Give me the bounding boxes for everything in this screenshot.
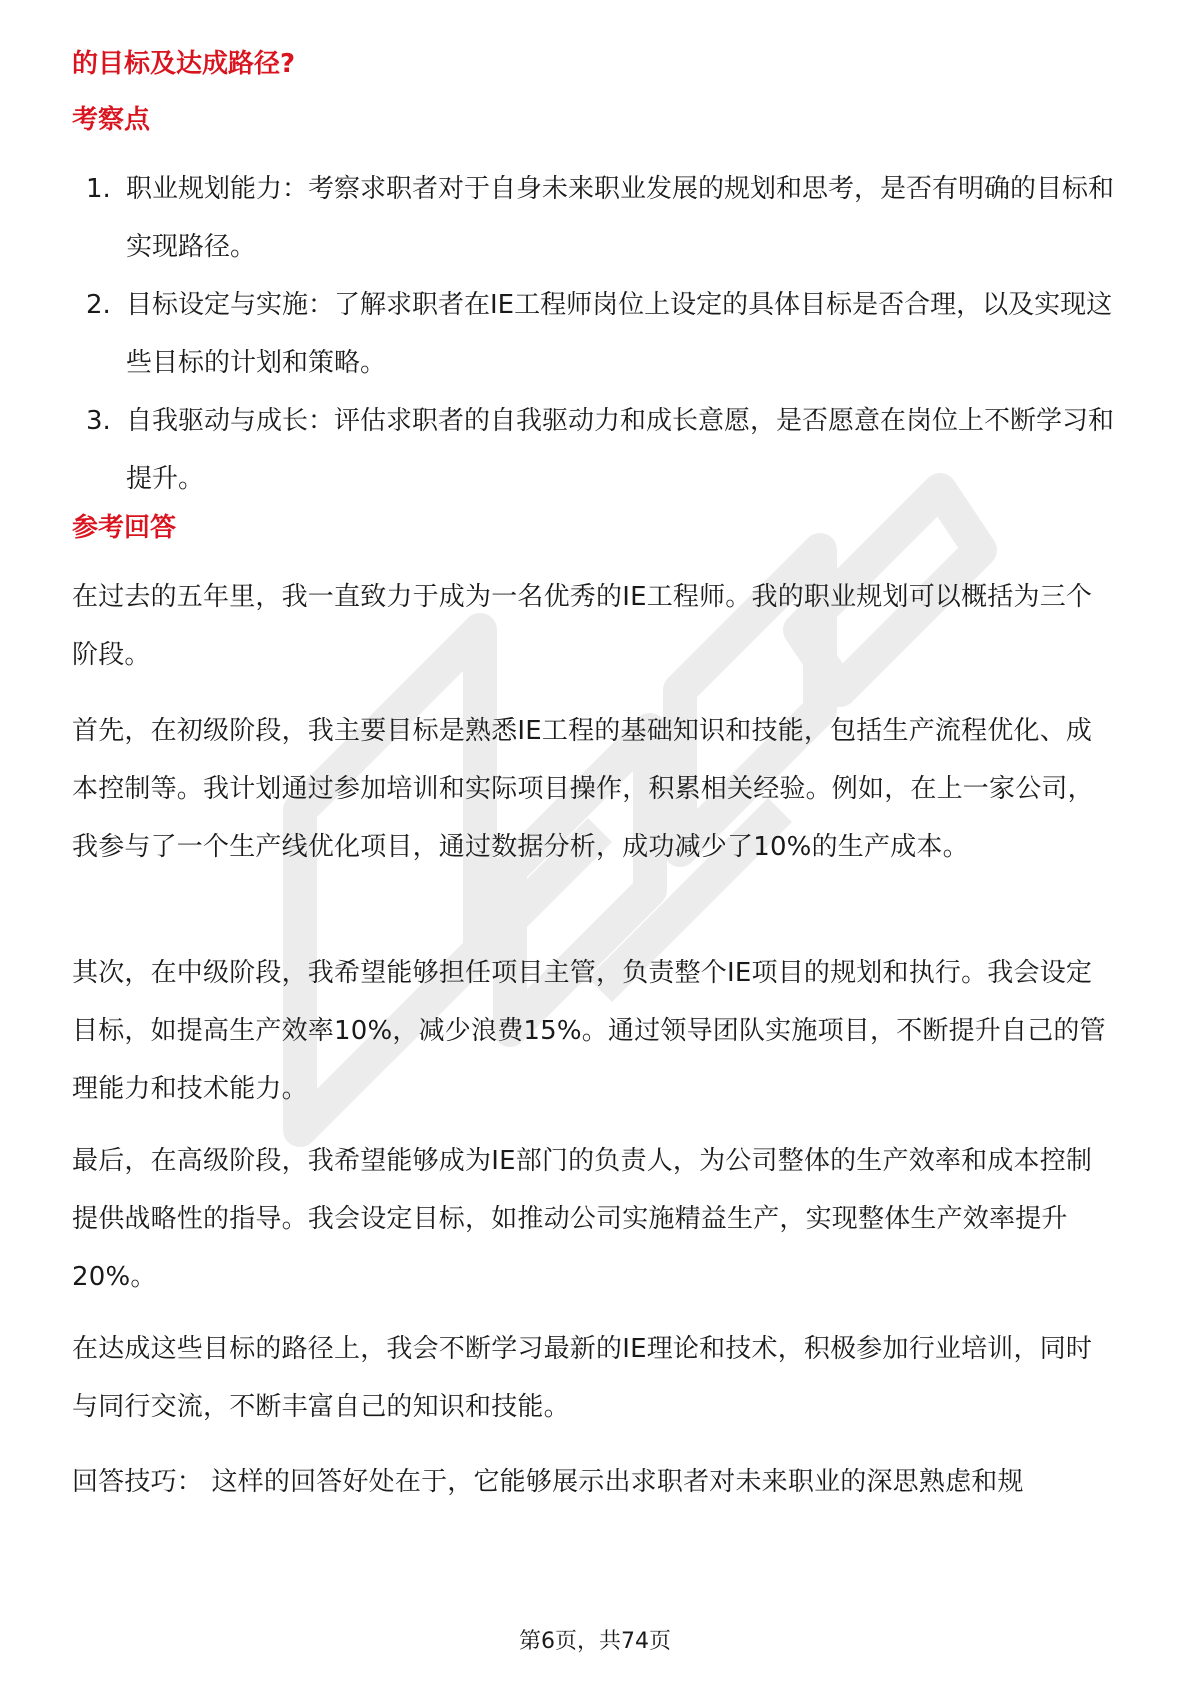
question-heading-continued: 的目标及达成路径? [72,49,296,79]
answer-paragraph: 首先，在初级阶段，我主要目标是熟悉IE工程的基础知识和技能，包括生产流程优化、成本控制等。我计划通过参加培训和实际项目操作，积累相关经验。例如，在上一家公司，我参与了一个生产线优化项目，通过数据分析，成功减少了10%的生产成本。 [72,716,1094,862]
page-footer: 第6页，共74页 [519,1629,671,1654]
list-number: 3. [86,406,111,436]
answer-tip-paragraph: 回答技巧： 这样的回答好处在于，它能够展示出求职者对未来职业的深思熟虑和规 [72,1467,1024,1497]
list-number: 2. [86,290,111,320]
list-item [72,160,1122,276]
examine-points-list [72,160,1122,508]
list-item-text: 职业规划能力：考察求职者对于自身未来职业发展的规划和思考，是否有明确的目标和实现路径。 [126,174,1115,262]
reference-answer-title: 参考回答 [72,513,177,543]
answer-paragraph: 在达成这些目标的路径上，我会不断学习最新的IE理论和技术，积极参加行业培训，同时与同行交流，不断丰富自己的知识和技能。 [72,1334,1093,1422]
answer-paragraph: 其次，在中级阶段，我希望能够担任项目主管，负责整个IE项目的规划和执行。我会设定目标，如提高生产效率10%，减少浪费15%。通过领导团队实施项目，不断提升自己的管理能力和技术能力。 [72,958,1106,1104]
list-item-text: 目标设定与实施：了解求职者在IE工程师岗位上设定的具体目标是否合理，以及实现这些目标的计划和策略。 [126,290,1113,378]
examine-points-title: 考察点 [72,105,151,135]
answer-paragraph: 在过去的五年里，我一直致力于成为一名优秀的IE工程师。我的职业规划可以概括为三个阶段。 [72,582,1093,670]
list-item [72,392,1122,508]
list-number: 1. [86,174,111,204]
list-item-text: 自我驱动与成长：评估求职者的自我驱动力和成长意愿，是否愿意在岗位上不断学习和提升。 [126,406,1115,494]
list-item [72,276,1122,392]
answer-paragraph: 最后，在高级阶段，我希望能够成为IE部门的负责人，为公司整体的生产效率和成本控制提供战略性的指导。我会设定目标，如推动公司实施精益生产，实现整体生产效率提升20%。 [72,1146,1093,1292]
